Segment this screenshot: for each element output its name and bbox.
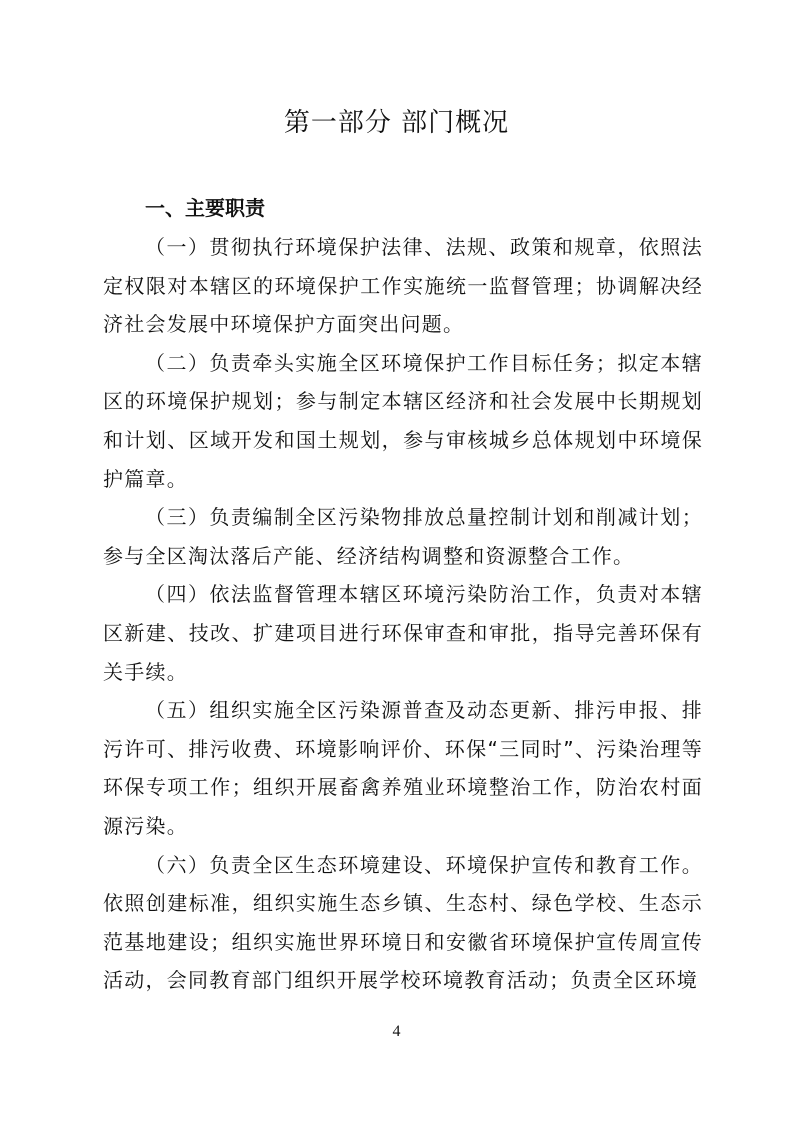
paragraph-5: （五）组织实施全区污染源普查及动态更新、排污申报、排污许可、排污收费、环境影响评价、环保“三同时”、污染治理等环保专项工作；组织开展畜禽养殖业环境整治工作，防治农村面源污染。 (103, 698, 703, 838)
paragraph-1: （一）贯彻执行环境保护法律、法规、政策和规章，依照法定权限对本辖区的环境保护工作实施统一监督管理；协调解决经济社会发展中环境保护方面突出问题。 (103, 235, 703, 337)
page-title: 第一部分 部门概况 (283, 108, 510, 138)
paragraph-4: （四）依法监督管理本辖区环境污染防治工作，负责对本辖区新建、技改、扩建项目进行环保审查和审批，指导完善环保有关手续。 (103, 582, 703, 684)
section-heading: 一、主要职责 (145, 196, 265, 220)
paragraph-6: （六）负责全区生态环境建设、环境保护宣传和教育工作。依照创建标准，组织实施生态乡镇、生态村、绿色学校、生态示范基地建设；组织实施世界环境日和安徽省环境保护宣传周宣传活动，会同教育部门组织开展学校环境教育活动；负责全区环境 (103, 852, 703, 993)
document-body (103, 228, 703, 1000)
paragraph-2: （二）负责牵头实施全区环境保护工作目标任务；拟定本辖区的环境保护规划；参与制定本辖区经济和社会发展中长期规划和计划、区域开发和国土规划，参与审核城乡总体规划中环境保护篇章。 (103, 350, 703, 491)
paragraph-3: （三）负责编制全区污染物排放总量控制计划和削减计划；参与全区淘汰落后产能、经济结构调整和资源整合工作。 (103, 505, 703, 568)
page-number: 4 (392, 1023, 401, 1040)
